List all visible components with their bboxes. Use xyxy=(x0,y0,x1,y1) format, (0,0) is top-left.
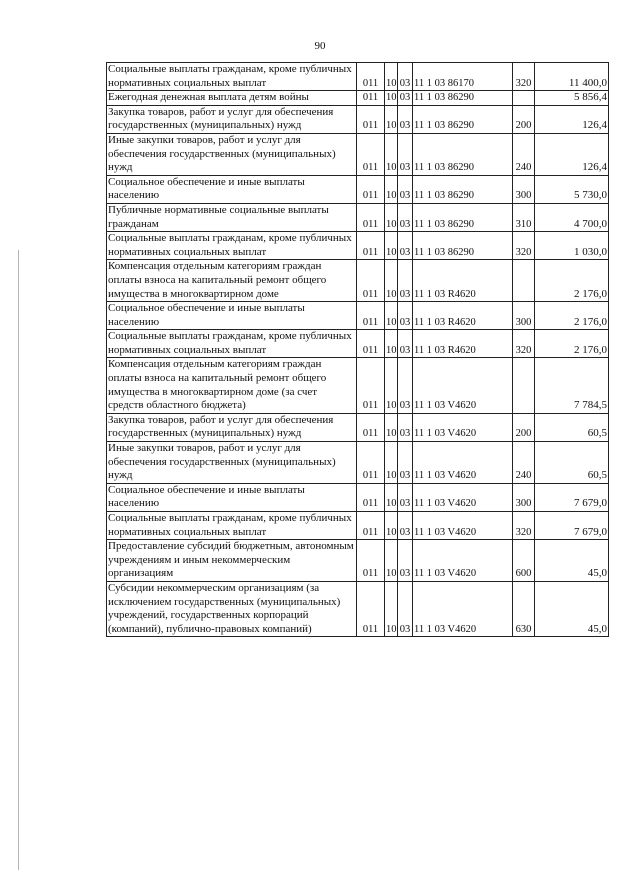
row-target-article-code: 11 1 03 V4620 xyxy=(413,581,513,636)
row-amount: 60,5 xyxy=(535,413,609,441)
row-expense-type-code: 320 xyxy=(513,512,535,540)
row-section-code: 10 xyxy=(385,63,398,91)
row-expense-type-code xyxy=(513,260,535,302)
row-section-code: 10 xyxy=(385,105,398,133)
row-amount: 7 679,0 xyxy=(535,483,609,511)
table-row xyxy=(107,302,609,330)
row-target-article-code: 11 1 03 R4620 xyxy=(413,302,513,330)
table-row xyxy=(107,105,609,133)
row-target-article-code: 11 1 03 86290 xyxy=(413,133,513,175)
table-row xyxy=(107,203,609,231)
row-grbs-code: 011 xyxy=(357,330,385,358)
row-amount: 7 679,0 xyxy=(535,512,609,540)
row-expense-type-code: 310 xyxy=(513,203,535,231)
row-name: Ежегодная денежная выплата детям войны xyxy=(107,91,357,106)
row-subsection-code: 03 xyxy=(398,512,413,540)
row-name: Иные закупки товаров, работ и услуг для обеспечения государственных (муниципальных) нужд xyxy=(107,442,357,484)
row-section-code: 10 xyxy=(385,260,398,302)
row-expense-type-code: 200 xyxy=(513,105,535,133)
row-subsection-code: 03 xyxy=(398,203,413,231)
row-expense-type-code: 320 xyxy=(513,63,535,91)
row-section-code: 10 xyxy=(385,133,398,175)
table-row xyxy=(107,358,609,413)
row-expense-type-code: 200 xyxy=(513,413,535,441)
row-expense-type-code xyxy=(513,91,535,106)
table-row xyxy=(107,330,609,358)
row-target-article-code: 11 1 03 86170 xyxy=(413,63,513,91)
row-grbs-code: 011 xyxy=(357,512,385,540)
row-subsection-code: 03 xyxy=(398,133,413,175)
row-grbs-code: 011 xyxy=(357,581,385,636)
table-row xyxy=(107,133,609,175)
row-grbs-code: 011 xyxy=(357,358,385,413)
budget-table xyxy=(106,62,609,637)
row-target-article-code: 11 1 03 86290 xyxy=(413,91,513,106)
table-row xyxy=(107,232,609,260)
row-amount: 5 856,4 xyxy=(535,91,609,106)
row-section-code: 10 xyxy=(385,442,398,484)
row-name: Иные закупки товаров, работ и услуг для обеспечения государственных (муниципальных) нужд xyxy=(107,133,357,175)
row-section-code: 10 xyxy=(385,91,398,106)
row-expense-type-code: 300 xyxy=(513,483,535,511)
row-grbs-code: 011 xyxy=(357,63,385,91)
row-subsection-code: 03 xyxy=(398,91,413,106)
row-subsection-code: 03 xyxy=(398,413,413,441)
row-expense-type-code: 320 xyxy=(513,232,535,260)
row-section-code: 10 xyxy=(385,203,398,231)
row-grbs-code: 011 xyxy=(357,91,385,106)
row-section-code: 10 xyxy=(385,581,398,636)
row-amount: 1 030,0 xyxy=(535,232,609,260)
row-section-code: 10 xyxy=(385,358,398,413)
row-grbs-code: 011 xyxy=(357,175,385,203)
row-name: Закупка товаров, работ и услуг для обеспечения государственных (муниципальных) нужд xyxy=(107,105,357,133)
row-name: Социальные выплаты гражданам, кроме публичных нормативных социальных выплат xyxy=(107,330,357,358)
row-target-article-code: 11 1 03 R4620 xyxy=(413,260,513,302)
row-section-code: 10 xyxy=(385,413,398,441)
row-amount: 11 400,0 xyxy=(535,63,609,91)
row-section-code: 10 xyxy=(385,483,398,511)
row-expense-type-code: 600 xyxy=(513,540,535,582)
row-section-code: 10 xyxy=(385,175,398,203)
row-section-code: 10 xyxy=(385,232,398,260)
row-subsection-code: 03 xyxy=(398,483,413,511)
row-subsection-code: 03 xyxy=(398,581,413,636)
row-grbs-code: 011 xyxy=(357,302,385,330)
scan-artifact-line xyxy=(18,250,19,870)
row-section-code: 10 xyxy=(385,330,398,358)
table-row xyxy=(107,175,609,203)
row-name: Предоставление субсидий бюджетным, автономным учреждениям и иным некоммерческим организациям xyxy=(107,540,357,582)
row-target-article-code: 11 1 03 V4620 xyxy=(413,442,513,484)
row-amount: 5 730,0 xyxy=(535,175,609,203)
table-row xyxy=(107,442,609,484)
row-name: Компенсация отдельным категориям граждан оплаты взноса на капитальный ремонт общего имущества в многоквартирном доме xyxy=(107,260,357,302)
table-row xyxy=(107,581,609,636)
row-grbs-code: 011 xyxy=(357,105,385,133)
row-amount: 2 176,0 xyxy=(535,260,609,302)
row-target-article-code: 11 1 03 R4620 xyxy=(413,330,513,358)
row-subsection-code: 03 xyxy=(398,540,413,582)
row-expense-type-code: 630 xyxy=(513,581,535,636)
row-expense-type-code xyxy=(513,358,535,413)
row-amount: 45,0 xyxy=(535,581,609,636)
row-expense-type-code: 300 xyxy=(513,302,535,330)
row-target-article-code: 11 1 03 V4620 xyxy=(413,358,513,413)
row-amount: 7 784,5 xyxy=(535,358,609,413)
page-number: 90 xyxy=(314,40,326,52)
row-target-article-code: 11 1 03 V4620 xyxy=(413,413,513,441)
budget-table-body xyxy=(107,63,609,637)
row-grbs-code: 011 xyxy=(357,133,385,175)
row-target-article-code: 11 1 03 86290 xyxy=(413,232,513,260)
row-subsection-code: 03 xyxy=(398,63,413,91)
row-subsection-code: 03 xyxy=(398,175,413,203)
table-row xyxy=(107,260,609,302)
row-name: Субсидии некоммерческим организациям (за исключением государственных (муниципальных) учреждений, государственных корпораций (компаний), публично-правовых компаний) xyxy=(107,581,357,636)
row-section-code: 10 xyxy=(385,302,398,330)
row-name: Публичные нормативные социальные выплаты гражданам xyxy=(107,203,357,231)
row-name: Социальные выплаты гражданам, кроме публичных нормативных социальных выплат xyxy=(107,63,357,91)
table-row xyxy=(107,483,609,511)
table-row xyxy=(107,540,609,582)
row-subsection-code: 03 xyxy=(398,260,413,302)
row-grbs-code: 011 xyxy=(357,203,385,231)
row-grbs-code: 011 xyxy=(357,260,385,302)
row-name: Социальное обеспечение и иные выплаты населению xyxy=(107,302,357,330)
row-amount: 45,0 xyxy=(535,540,609,582)
row-target-article-code: 11 1 03 V4620 xyxy=(413,512,513,540)
row-name: Социальные выплаты гражданам, кроме публичных нормативных социальных выплат xyxy=(107,512,357,540)
table-row xyxy=(107,413,609,441)
row-target-article-code: 11 1 03 86290 xyxy=(413,203,513,231)
table-row xyxy=(107,512,609,540)
row-subsection-code: 03 xyxy=(398,358,413,413)
row-subsection-code: 03 xyxy=(398,330,413,358)
row-grbs-code: 011 xyxy=(357,483,385,511)
row-section-code: 10 xyxy=(385,512,398,540)
row-grbs-code: 011 xyxy=(357,442,385,484)
row-name: Закупка товаров, работ и услуг для обеспечения государственных (муниципальных) нужд xyxy=(107,413,357,441)
row-expense-type-code: 320 xyxy=(513,330,535,358)
row-amount: 2 176,0 xyxy=(535,330,609,358)
row-subsection-code: 03 xyxy=(398,105,413,133)
row-subsection-code: 03 xyxy=(398,232,413,260)
row-amount: 126,4 xyxy=(535,105,609,133)
row-target-article-code: 11 1 03 V4620 xyxy=(413,540,513,582)
row-section-code: 10 xyxy=(385,540,398,582)
row-amount: 2 176,0 xyxy=(535,302,609,330)
row-target-article-code: 11 1 03 86290 xyxy=(413,105,513,133)
row-target-article-code: 11 1 03 86290 xyxy=(413,175,513,203)
row-amount: 4 700,0 xyxy=(535,203,609,231)
row-amount: 126,4 xyxy=(535,133,609,175)
row-grbs-code: 011 xyxy=(357,540,385,582)
row-grbs-code: 011 xyxy=(357,413,385,441)
row-grbs-code: 011 xyxy=(357,232,385,260)
row-name: Социальное обеспечение и иные выплаты населению xyxy=(107,483,357,511)
row-name: Социальные выплаты гражданам, кроме публичных нормативных социальных выплат xyxy=(107,232,357,260)
row-name: Социальное обеспечение и иные выплаты населению xyxy=(107,175,357,203)
row-amount: 60,5 xyxy=(535,442,609,484)
table-row xyxy=(107,91,609,106)
row-name: Компенсация отдельным категориям граждан оплаты взноса на капитальный ремонт общего имущества в многоквартирном доме (за счет средств областного бюджета) xyxy=(107,358,357,413)
table-row xyxy=(107,63,609,91)
row-expense-type-code: 240 xyxy=(513,133,535,175)
row-subsection-code: 03 xyxy=(398,302,413,330)
row-subsection-code: 03 xyxy=(398,442,413,484)
row-target-article-code: 11 1 03 V4620 xyxy=(413,483,513,511)
row-expense-type-code: 240 xyxy=(513,442,535,484)
row-expense-type-code: 300 xyxy=(513,175,535,203)
